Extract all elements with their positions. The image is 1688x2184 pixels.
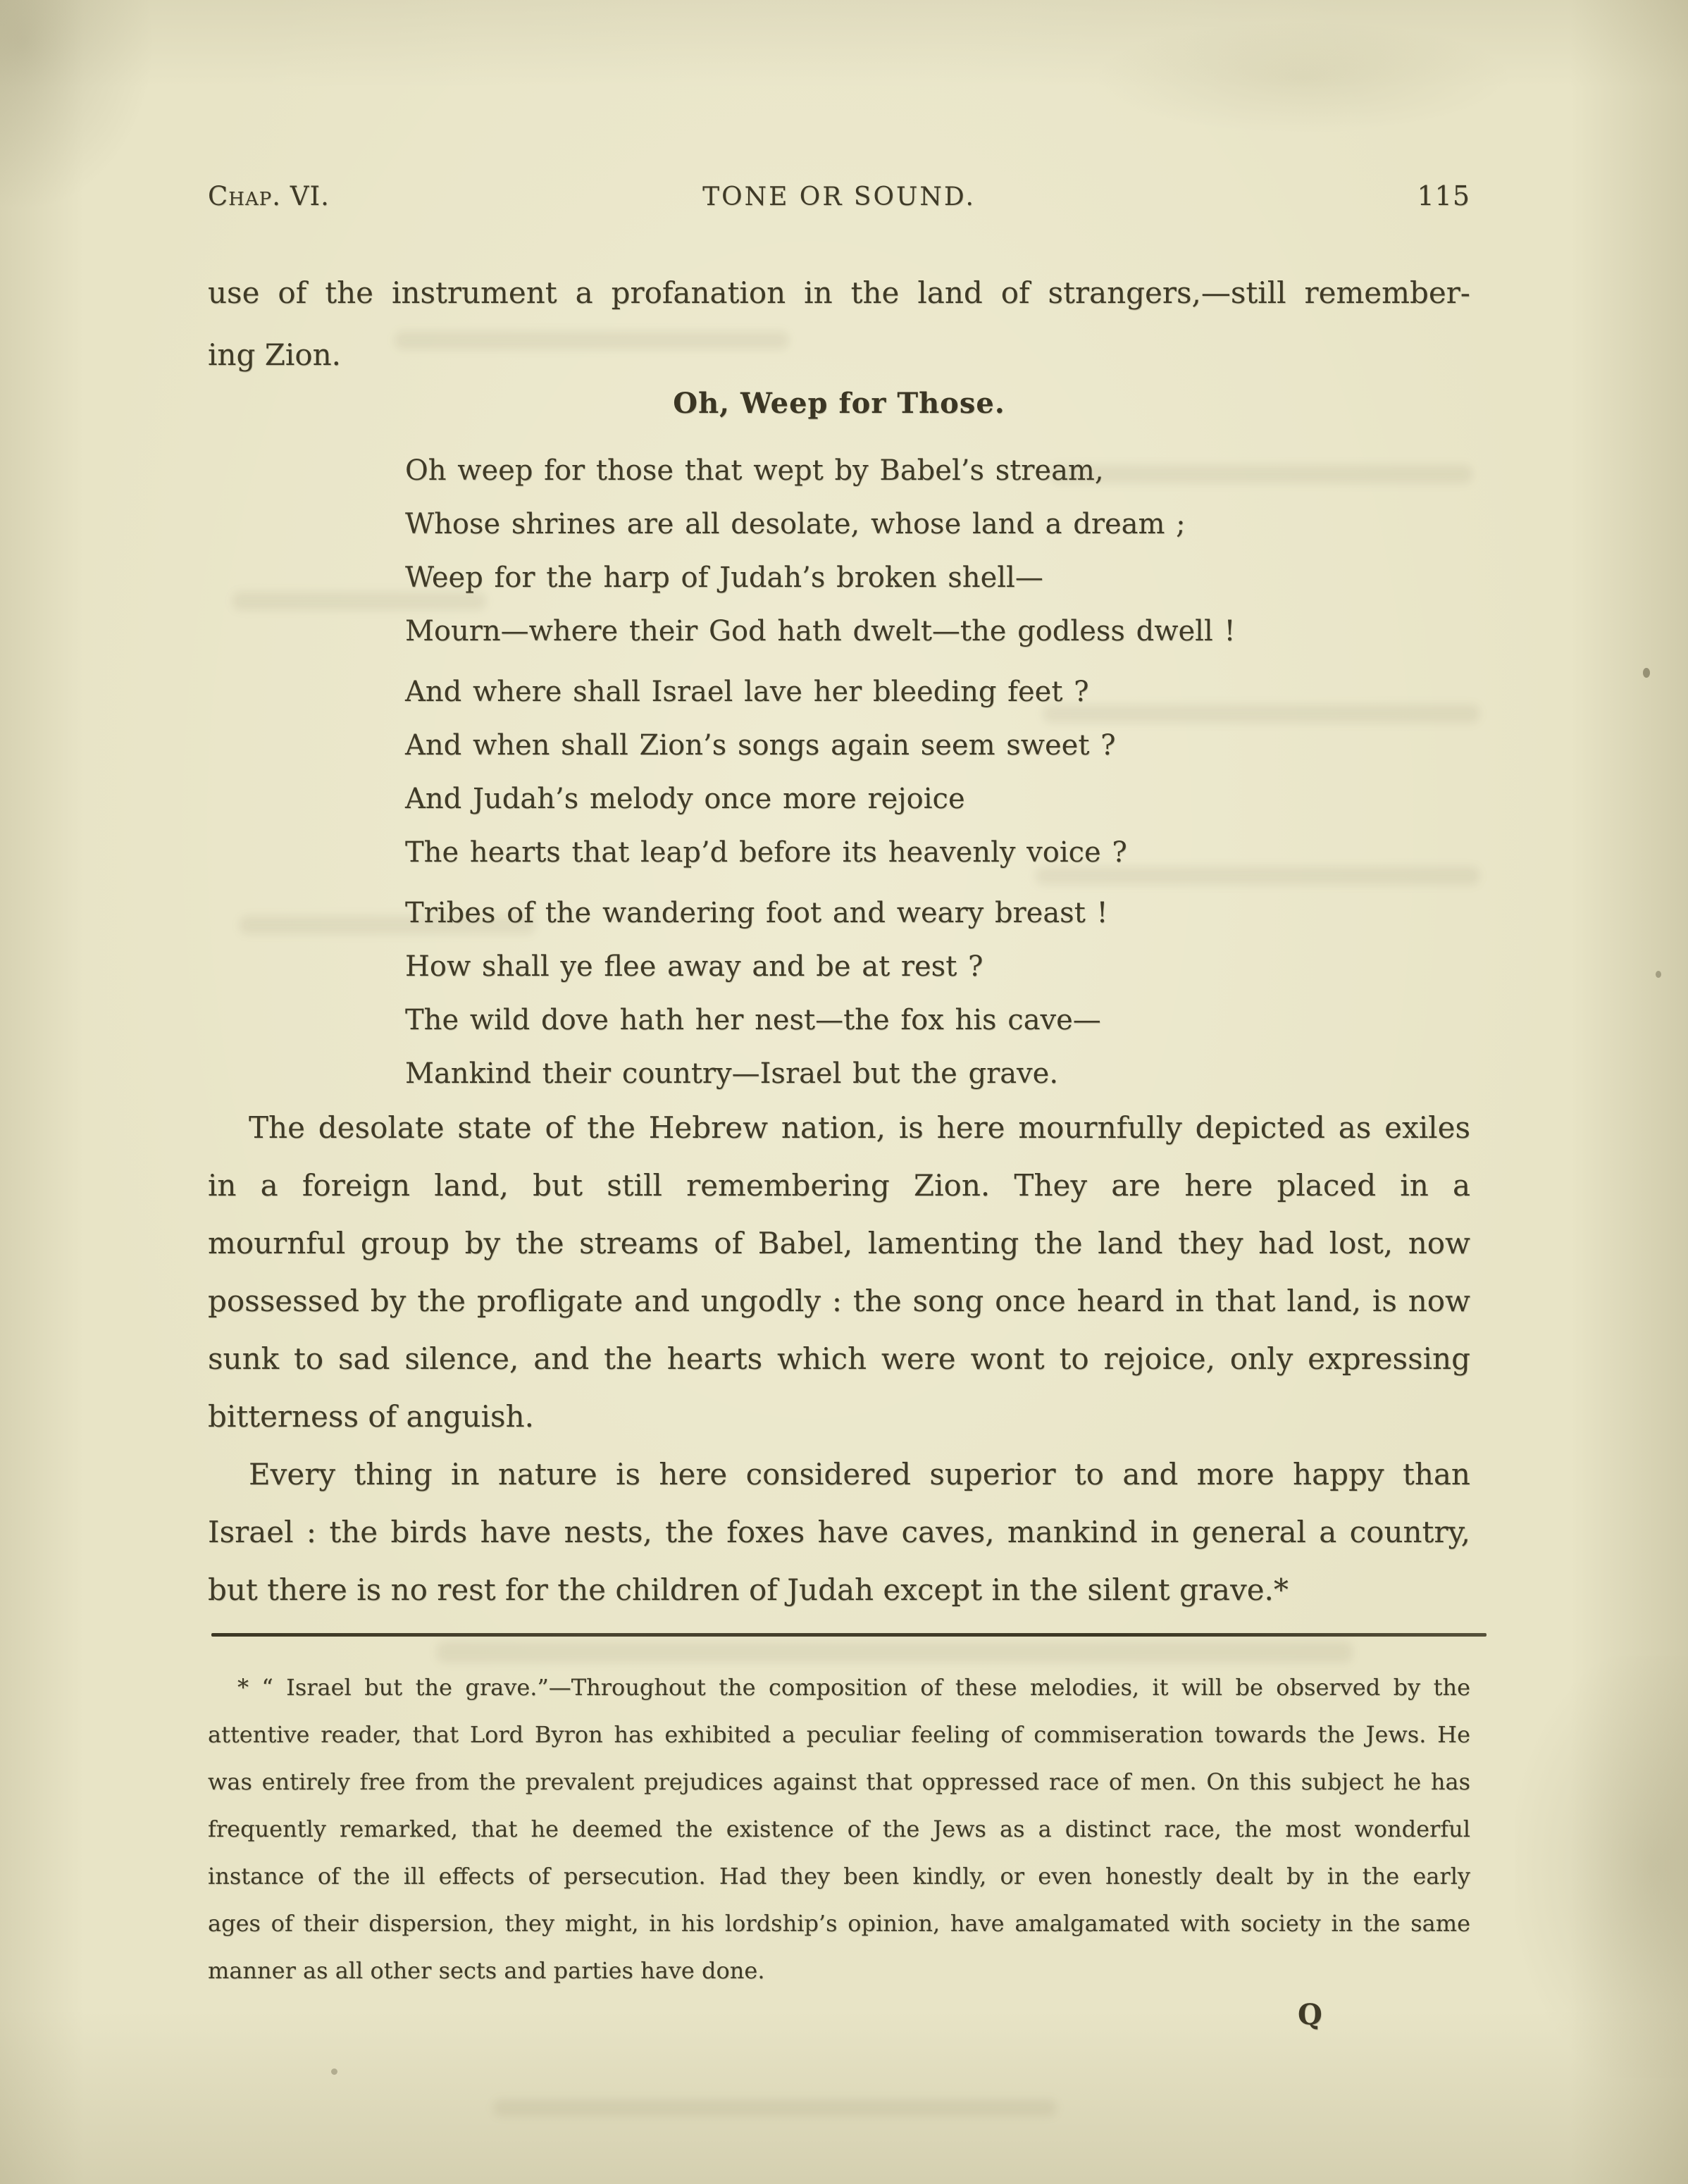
- intro-paragraph: [208, 262, 1470, 386]
- poem-line: How shall ye flee away and be at rest ?: [405, 950, 983, 983]
- poem-line: Tribes of the wandering foot and weary breast !: [405, 897, 1108, 929]
- poem-stanza: [405, 444, 1476, 658]
- footnote-rule: [211, 1633, 1487, 1637]
- footnote-line: was entirely free from the prevalent prejudices against that oppressed race of men. On this subject he has: [208, 1768, 1470, 1795]
- ink-speck: [1643, 668, 1650, 678]
- paragraph-line: Israel : the birds have nests, the foxes have caves, mankind in general a country,: [208, 1515, 1470, 1549]
- poem-line: And Judah’s melody once more rejoice: [405, 783, 965, 815]
- page-number: 115: [1417, 180, 1470, 211]
- poem-line: The wild dove hath her nest—the fox his cave—: [405, 1004, 1101, 1036]
- paragraph-line: possessed by the profligate and ungodly : the song once heard in that land, is now: [208, 1284, 1470, 1318]
- footnote-line: * “ Israel but the grave.”—Throughout the composition of these melodies, it will be observed by the: [237, 1674, 1470, 1701]
- poem-line: Whose shrines are all desolate, whose land a dream ;: [405, 508, 1186, 540]
- poem-line: And where shall Israel lave her bleeding feet ?: [405, 676, 1089, 708]
- paragraph-line: The desolate state of the Hebrew nation, is here mournfully depicted as exiles: [249, 1110, 1470, 1145]
- signature-mark: Q: [1298, 1998, 1323, 2031]
- paragraph-line: mournful group by the streams of Babel, lamenting the land they had lost, now: [208, 1226, 1470, 1260]
- footnote-line: manner as all other sects and parties have done.: [208, 1957, 765, 1984]
- footnote: [208, 1664, 1470, 1994]
- body-paragraph: [208, 1099, 1470, 1446]
- poem-stanza: [405, 665, 1476, 879]
- page-header: [208, 180, 1470, 211]
- footnote-line: instance of the ill effects of persecution. Had they been kindly, or even honestly dealt by in the early: [208, 1863, 1470, 1890]
- intro-line: ing Zion.: [208, 337, 342, 372]
- paper-smudge: [1515, 1656, 1688, 2078]
- chapter-label: Chap. VI.: [208, 181, 330, 211]
- paragraph-line: bitterness of anguish.: [208, 1399, 534, 1434]
- ink-bleed-through: [493, 2099, 1057, 2116]
- paragraph-line: sunk to sad silence, and the hearts which were wont to rejoice, only expressing: [208, 1341, 1470, 1376]
- poem-line: Weep for the harp of Judah’s broken shell—: [405, 561, 1043, 594]
- poem-title: Oh, Weep for Those.: [673, 387, 1005, 420]
- ink-bleed-through: [437, 1642, 1353, 1663]
- poem-line: Mourn—where their God hath dwelt—the godless dwell !: [405, 615, 1236, 647]
- running-title: TONE OR SOUND.: [702, 182, 976, 211]
- intro-line: use of the instrument a profanation in the land of strangers,—still remember-: [208, 275, 1470, 310]
- poem-line: And when shall Zion’s songs again seem sweet ?: [405, 729, 1116, 762]
- poem-line: The hearts that leap’d before its heavenly voice ?: [405, 836, 1127, 869]
- body-paragraph: [208, 1446, 1470, 1619]
- ink-speck: [1656, 971, 1661, 978]
- footnote-line: frequently remarked, that he deemed the existence of the Jews as a distinct race, the most wonderful: [208, 1816, 1470, 1842]
- paper-smudge: [1092, 21, 1515, 134]
- footnote-line: ages of their dispersion, they might, in his lordship’s opinion, have amalgamated with society in the same: [208, 1910, 1470, 1937]
- paragraph-line: but there is no rest for the children of Judah except in the silent grave.*: [208, 1572, 1289, 1607]
- paper-smudge: [0, 0, 155, 211]
- poem-line: Oh weep for those that wept by Babel’s stream,: [405, 454, 1104, 487]
- paragraph-line: in a foreign land, but still remembering Zion. They are here placed in a: [208, 1168, 1470, 1203]
- footnote-line: attentive reader, that Lord Byron has exhibited a peculiar feeling of commiseration towards the Jews. He: [208, 1721, 1470, 1748]
- poem-stanza: [405, 886, 1476, 1100]
- ink-speck: [331, 2068, 337, 2075]
- paragraph-line: Every thing in nature is here considered superior to and more happy than: [249, 1457, 1470, 1491]
- poem-line: Mankind their country—Israel but the grave.: [405, 1057, 1059, 1090]
